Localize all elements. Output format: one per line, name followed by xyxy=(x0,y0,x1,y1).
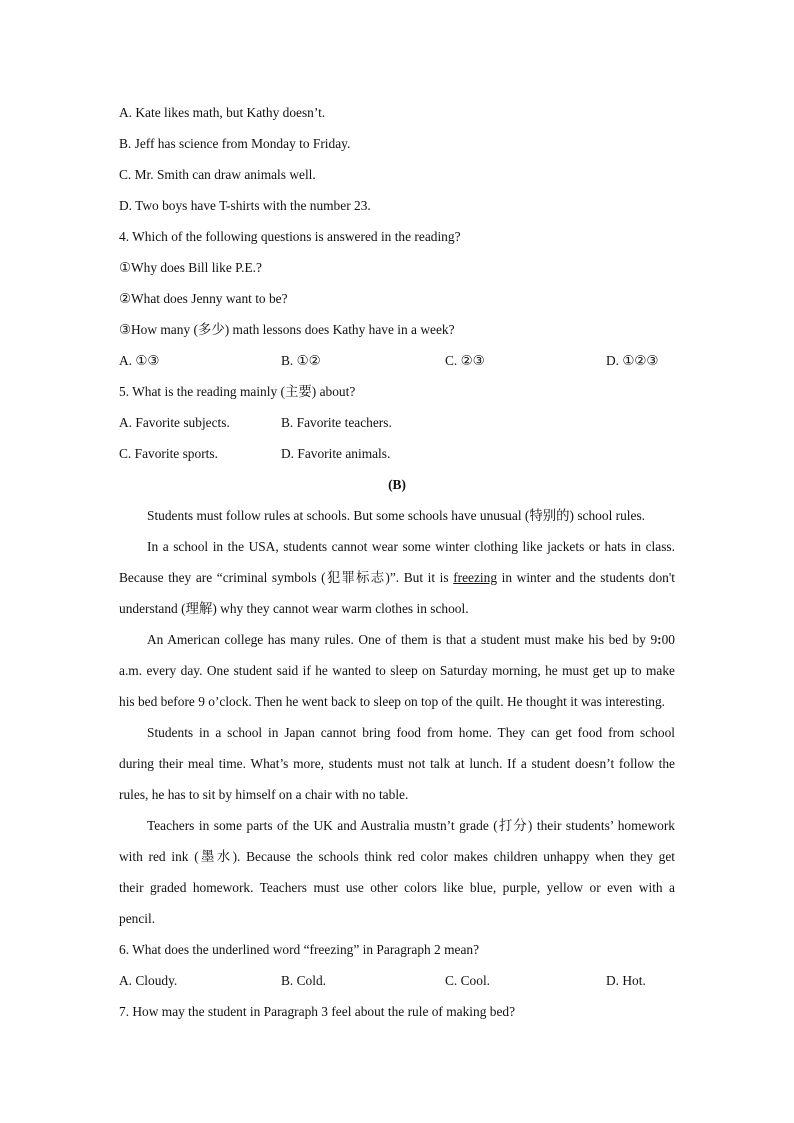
q4-option-d: D. ①②③ xyxy=(606,353,659,368)
p3-text-before: An American college has many rules. One of them is that a student must make his bed by 9 xyxy=(147,632,658,647)
paragraph-1: Students must follow rules at schools. But some schools have unusual (特别的) school rules. xyxy=(147,508,646,523)
time-colon: : xyxy=(657,632,662,647)
underlined-word: freezing xyxy=(453,570,498,585)
q6-option-c: C. Cool. xyxy=(445,973,491,988)
paragraph-4-line-2: during their meal time. What’s more, students must not talk at lunch. If a student doesn’t follow the xyxy=(119,756,675,771)
p2-text-before: Because they are “criminal symbols (犯罪标志)”. But it is xyxy=(119,570,454,585)
option-c: C. Mr. Smith can draw animals well. xyxy=(119,167,316,182)
q4-item-3: ③How many (多少) math lessons does Kathy have in a week? xyxy=(119,322,455,337)
question-7: 7. How may the student in Paragraph 3 feel about the rule of making bed? xyxy=(119,1004,516,1019)
p3-text-after: 00 xyxy=(661,632,675,647)
q6-option-b: B. Cold. xyxy=(281,973,327,988)
paragraph-2-line-3: understand (理解) why they cannot wear warm clothes in school. xyxy=(119,601,469,616)
q5-options-row-2 xyxy=(119,442,675,473)
section-heading: (B) xyxy=(388,477,406,492)
q5-option-b: B. Favorite teachers. xyxy=(281,415,392,430)
paragraph-3-line-1 xyxy=(119,628,675,659)
q6-options xyxy=(119,969,675,1000)
paragraph-4-line-3: rules, he has to sit by himself on a chair with no table. xyxy=(119,787,409,802)
paragraph-2-line-1: In a school in the USA, students cannot wear some winter clothing like jackets or hats in class. xyxy=(147,539,675,554)
q4-item-1: ①Why does Bill like P.E.? xyxy=(119,260,262,275)
paragraph-3-line-2: a.m. every day. One student said if he wanted to sleep on Saturday morning, he must get up to make xyxy=(119,663,675,678)
option-d: D. Two boys have T-shirts with the number 23. xyxy=(119,198,371,213)
q4-option-b: B. ①② xyxy=(281,353,321,368)
p2-text-after: in winter and the students don't xyxy=(497,570,676,585)
q4-option-a: A. ①③ xyxy=(119,353,160,368)
q4-option-c: C. ②③ xyxy=(445,353,485,368)
q5-option-a: A. Favorite subjects. xyxy=(119,415,230,430)
q6-option-d: D. Hot. xyxy=(606,973,646,988)
q5-options-row-1 xyxy=(119,411,675,442)
q4-item-2: ②What does Jenny want to be? xyxy=(119,291,288,306)
paragraph-5-line-3: their graded homework. Teachers must use other colors like blue, purple, yellow or even with a xyxy=(119,880,675,895)
paragraph-5-line-4: pencil. xyxy=(119,911,156,926)
paragraph-5-line-1: Teachers in some parts of the UK and Australia mustn’t grade (打分) their students’ homework xyxy=(147,818,675,833)
q6-option-a: A. Cloudy. xyxy=(119,973,178,988)
question-5: 5. What is the reading mainly (主要) about? xyxy=(119,384,356,399)
q5-option-d: D. Favorite animals. xyxy=(281,446,391,461)
document-page xyxy=(119,101,675,1031)
q5-option-c: C. Favorite sports. xyxy=(119,446,218,461)
q4-options xyxy=(119,349,675,380)
paragraph-5-line-2: with red ink (墨水). Because the schools think red color makes children unhappy when they get xyxy=(119,849,675,864)
question-4: 4. Which of the following questions is answered in the reading? xyxy=(119,229,461,244)
option-b: B. Jeff has science from Monday to Friday. xyxy=(119,136,351,151)
paragraph-3-line-3: his bed before 9 o’clock. Then he went back to sleep on top of the quilt. He thought it was interesting. xyxy=(119,694,666,709)
paragraph-4-line-1: Students in a school in Japan cannot bring food from home. They can get food from school xyxy=(147,725,675,740)
paragraph-2-line-2 xyxy=(119,566,675,597)
option-a: A. Kate likes math, but Kathy doesn’t. xyxy=(119,105,326,120)
question-6: 6. What does the underlined word “freezing” in Paragraph 2 mean? xyxy=(119,942,480,957)
